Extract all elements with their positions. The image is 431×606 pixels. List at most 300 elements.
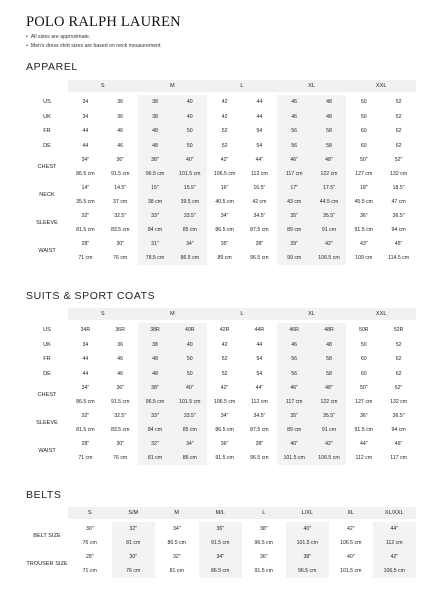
brand-logo: POLO RALPH LAUREN: [26, 14, 181, 30]
inch-value-cell: 28": [68, 237, 103, 251]
belts-size-table: [26, 507, 416, 578]
measure-row-cm: [26, 395, 416, 409]
cm-value-cell: 91.5 cm: [346, 223, 381, 237]
size-value-cell: 50: [172, 352, 207, 367]
cm-value-cell: 76 cm: [103, 451, 138, 465]
cm-value-cell: 43 cm: [277, 195, 312, 209]
cm-value-cell: 101.5 cm: [172, 167, 207, 181]
size-value-cell: 50: [172, 124, 207, 139]
cm-value-cell: 99 cm: [277, 251, 312, 265]
size-value-cell: 38: [138, 110, 173, 125]
inch-value-cell: 32": [155, 550, 199, 564]
cm-value-cell: 39.5 cm: [172, 195, 207, 209]
size-value-cell: 44: [242, 338, 277, 353]
cm-value-cell: 89 cm: [277, 423, 312, 437]
cm-value-cell: 101.5 cm: [286, 536, 330, 550]
inch-value-cell: 35": [277, 409, 312, 423]
measure-row-inches: [26, 209, 416, 223]
section-title-apparel: APPAREL: [26, 61, 78, 73]
cm-value-cell: 81.5 cm: [68, 423, 103, 437]
inch-value-cell: 38": [138, 381, 173, 395]
row-label: CHEST: [37, 392, 57, 398]
note-item: • All sizes are approximate.: [26, 33, 162, 42]
cm-value-cell: 96.5 cm: [286, 564, 330, 578]
cm-value-cell: 94 cm: [381, 423, 416, 437]
inch-value-cell: 46": [381, 437, 416, 451]
cm-value-cell: 122 cm: [312, 395, 347, 409]
section-title-belts: BELTS: [26, 489, 62, 501]
cm-value-cell: 96.5 cm: [242, 451, 277, 465]
cm-value-cell: 127 cm: [346, 167, 381, 181]
inch-value-cell: 34.5": [242, 409, 277, 423]
cm-value-cell: 112 cm: [373, 536, 417, 550]
inch-value-cell: 42": [373, 550, 417, 564]
size-value-cell: 50: [172, 367, 207, 382]
size-value-cell: 44: [68, 352, 103, 367]
size-column-header: M: [155, 507, 199, 519]
size-value-cell: 36: [103, 95, 138, 110]
size-value-cell: 62: [381, 367, 416, 382]
size-value-cell: 46: [103, 367, 138, 382]
inch-value-cell: 42": [312, 237, 347, 251]
inch-value-cell: 38": [242, 237, 277, 251]
size-value-cell: 50: [172, 139, 207, 154]
cm-value-cell: 96.5 cm: [242, 251, 277, 265]
apparel-size-table: [26, 80, 416, 265]
inch-value-cell: 34": [68, 381, 103, 395]
size-column-header: L: [242, 507, 286, 519]
size-value-cell: 62: [381, 139, 416, 154]
cm-value-cell: 86.5 cm: [68, 395, 103, 409]
cm-value-cell: 101.5 cm: [277, 451, 312, 465]
size-value-cell: 56: [277, 367, 312, 382]
cm-value-cell: 71 cm: [68, 451, 103, 465]
inch-value-cell: 36": [103, 153, 138, 167]
size-value-cell: 44: [68, 367, 103, 382]
inch-value-cell: 33.5": [172, 209, 207, 223]
cm-value-cell: 71 cm: [68, 564, 112, 578]
size-value-cell: 52R: [381, 323, 416, 338]
size-value-cell: 34: [68, 338, 103, 353]
inch-value-cell: 34.5": [242, 209, 277, 223]
size-header-row: [26, 507, 416, 519]
cm-value-cell: 94 cm: [381, 223, 416, 237]
inch-value-cell: 32.5": [103, 409, 138, 423]
inch-value-cell: 46": [277, 153, 312, 167]
size-value-cell: 42R: [207, 323, 242, 338]
measure-row-cm: [26, 223, 416, 237]
cm-value-cell: 86.5 cm: [155, 536, 199, 550]
inch-value-cell: 50": [346, 381, 381, 395]
inch-value-cell: 33.5": [172, 409, 207, 423]
row-label: BELT SIZE: [33, 533, 61, 539]
inch-value-cell: 48": [312, 381, 347, 395]
size-value-cell: 38: [138, 95, 173, 110]
size-value-cell: 52: [207, 352, 242, 367]
cm-value-cell: 112 cm: [242, 167, 277, 181]
row-label: WAIST: [38, 248, 56, 254]
inch-value-cell: 38": [242, 437, 277, 451]
inch-value-cell: 36.5": [381, 209, 416, 223]
inch-value-cell: 44": [242, 153, 277, 167]
size-value-cell: 48R: [312, 323, 347, 338]
cm-value-cell: 78.5 cm: [138, 251, 173, 265]
size-value-cell: 52: [207, 139, 242, 154]
inch-value-cell: 46": [277, 381, 312, 395]
table-row: [26, 110, 416, 125]
measure-row-cm: [26, 423, 416, 437]
inch-value-cell: 32": [138, 437, 173, 451]
measure-row-cm: [26, 167, 416, 181]
size-value-cell: 48: [312, 110, 347, 125]
size-value-cell: 40: [172, 110, 207, 125]
inch-value-cell: 40": [277, 437, 312, 451]
size-value-cell: 46: [277, 95, 312, 110]
inch-value-cell: 30": [112, 550, 156, 564]
size-column-header: M: [138, 80, 208, 92]
cm-value-cell: 106.5 cm: [329, 536, 373, 550]
cm-value-cell: 132 cm: [381, 395, 416, 409]
inch-value-cell: 42": [207, 153, 242, 167]
cm-value-cell: 45.5 cm: [346, 195, 381, 209]
size-value-cell: 42: [207, 338, 242, 353]
inch-value-cell: 14.5": [103, 181, 138, 195]
cm-value-cell: 122 cm: [312, 167, 347, 181]
size-column-header: S: [68, 507, 112, 519]
inch-value-cell: 33": [138, 409, 173, 423]
row-label: UK: [43, 341, 51, 348]
size-value-cell: 52: [381, 338, 416, 353]
size-value-cell: 54: [242, 139, 277, 154]
size-value-cell: 42: [207, 95, 242, 110]
cm-value-cell: 83.5 cm: [103, 423, 138, 437]
table-row: [26, 124, 416, 139]
size-column-header: S/M: [112, 507, 156, 519]
size-column-header: XL/XXL: [373, 507, 417, 519]
inch-value-cell: 34": [207, 409, 242, 423]
cm-value-cell: 83.5 cm: [103, 223, 138, 237]
size-column-header: XXL: [346, 308, 416, 320]
inch-value-cell: 42": [207, 381, 242, 395]
inch-value-cell: 44": [346, 437, 381, 451]
cm-value-cell: 112 cm: [346, 451, 381, 465]
size-column-header: S: [68, 80, 138, 92]
inch-value-cell: 36.5": [381, 409, 416, 423]
row-label: WAIST: [38, 448, 56, 454]
cm-value-cell: 85 cm: [172, 423, 207, 437]
cm-value-cell: 86.5 cm: [207, 423, 242, 437]
inch-value-cell: 34": [155, 522, 199, 536]
inch-value-cell: 17.5": [312, 181, 347, 195]
measure-row-inches: [26, 381, 416, 395]
row-label: NECK: [39, 192, 55, 198]
cm-value-cell: 91.5 cm: [103, 395, 138, 409]
inch-value-cell: 44": [242, 381, 277, 395]
inch-value-cell: 16": [207, 181, 242, 195]
cm-value-cell: 76 cm: [103, 251, 138, 265]
size-value-cell: 46: [277, 110, 312, 125]
measure-row-inches: [26, 522, 416, 536]
suits-size-table: [26, 308, 416, 465]
size-value-cell: 38: [138, 338, 173, 353]
cm-value-cell: 86.5 cm: [199, 564, 243, 578]
size-value-cell: 40R: [172, 323, 207, 338]
inch-value-cell: 32": [68, 409, 103, 423]
size-value-cell: 40: [172, 95, 207, 110]
inch-value-cell: 30": [103, 237, 138, 251]
size-value-cell: 34R: [68, 323, 103, 338]
cm-value-cell: 71 cm: [68, 251, 103, 265]
size-value-cell: 56: [277, 352, 312, 367]
size-value-cell: 50: [346, 95, 381, 110]
cm-value-cell: 81 cm: [138, 451, 173, 465]
inch-value-cell: 50": [346, 153, 381, 167]
inch-value-cell: 42": [329, 522, 373, 536]
cm-value-cell: 117 cm: [277, 167, 312, 181]
cm-value-cell: 81 cm: [112, 536, 156, 550]
header-blank: [26, 308, 68, 320]
inch-value-cell: 52": [381, 153, 416, 167]
size-value-cell: 56: [277, 139, 312, 154]
cm-value-cell: 109 cm: [346, 251, 381, 265]
size-value-cell: 52: [381, 110, 416, 125]
size-value-cell: 58: [312, 352, 347, 367]
size-column-header: L/XL: [286, 507, 330, 519]
inch-value-cell: 48": [312, 153, 347, 167]
cm-value-cell: 106.5 cm: [373, 564, 417, 578]
size-value-cell: 60: [346, 352, 381, 367]
row-label: DE: [43, 142, 51, 149]
inch-value-cell: 18.5": [381, 181, 416, 195]
size-value-cell: 34: [68, 95, 103, 110]
cm-value-cell: 106.5 cm: [312, 251, 347, 265]
inch-value-cell: 39": [277, 237, 312, 251]
cm-value-cell: 81 cm: [155, 564, 199, 578]
table-row: [26, 352, 416, 367]
size-value-cell: 44: [242, 95, 277, 110]
size-value-cell: 44: [68, 124, 103, 139]
cm-value-cell: 114.5 cm: [381, 251, 416, 265]
cm-value-cell: 86.5 cm: [68, 167, 103, 181]
cm-value-cell: 84 cm: [138, 223, 173, 237]
size-column-header: XL: [277, 80, 347, 92]
cm-value-cell: 87.5 cm: [242, 423, 277, 437]
cm-value-cell: 112 cm: [242, 395, 277, 409]
size-value-cell: 36R: [103, 323, 138, 338]
inch-value-cell: 38": [286, 550, 330, 564]
measure-row-cm: [26, 564, 416, 578]
cm-value-cell: 132 cm: [381, 167, 416, 181]
cm-value-cell: 35.5 cm: [68, 195, 103, 209]
size-value-cell: 44: [68, 139, 103, 154]
inch-value-cell: 40": [286, 522, 330, 536]
size-column-header: S: [68, 308, 138, 320]
inch-value-cell: 34": [68, 153, 103, 167]
measure-row-inches: [26, 437, 416, 451]
measure-row-inches: [26, 237, 416, 251]
cm-value-cell: 91.5 cm: [103, 167, 138, 181]
table-row: [26, 367, 416, 382]
size-header-row: [26, 80, 416, 92]
size-column-header: M/L: [199, 507, 243, 519]
size-value-cell: 52: [381, 95, 416, 110]
inch-value-cell: 35": [207, 237, 242, 251]
table-row: [26, 323, 416, 338]
header-blank: [26, 507, 68, 519]
cm-value-cell: 84 cm: [138, 423, 173, 437]
size-value-cell: 38R: [138, 323, 173, 338]
size-value-cell: 60: [346, 367, 381, 382]
inch-value-cell: 34": [172, 437, 207, 451]
measure-row-cm: [26, 195, 416, 209]
size-value-cell: 50: [346, 110, 381, 125]
row-label: CHEST: [37, 164, 57, 170]
size-value-cell: 50: [346, 338, 381, 353]
measure-row-inches: [26, 181, 416, 195]
cm-value-cell: 87.5 cm: [242, 223, 277, 237]
size-column-header: L: [207, 308, 277, 320]
size-value-cell: 40: [172, 338, 207, 353]
inch-value-cell: 40": [172, 381, 207, 395]
inch-value-cell: 28": [68, 550, 112, 564]
inch-value-cell: 32": [68, 209, 103, 223]
size-header-row: [26, 308, 416, 320]
header-blank: [26, 80, 68, 92]
size-value-cell: 48: [312, 338, 347, 353]
table-row: [26, 139, 416, 154]
inch-value-cell: 33": [138, 209, 173, 223]
note-item: • Men's dress shirt sizes are based on neck measurement.: [26, 42, 162, 51]
size-value-cell: 54: [242, 352, 277, 367]
size-value-cell: 58: [312, 124, 347, 139]
cm-value-cell: 91.5 cm: [207, 451, 242, 465]
size-value-cell: 48: [138, 124, 173, 139]
measure-row-inches: [26, 153, 416, 167]
cm-value-cell: 101.5 cm: [329, 564, 373, 578]
cm-value-cell: 42 cm: [242, 195, 277, 209]
measure-row-cm: [26, 536, 416, 550]
size-column-header: L: [207, 80, 277, 92]
cm-value-cell: 85 cm: [172, 223, 207, 237]
size-value-cell: 54: [242, 367, 277, 382]
size-value-cell: 52: [207, 124, 242, 139]
inch-value-cell: 34": [199, 550, 243, 564]
inch-value-cell: 15.5": [172, 181, 207, 195]
measure-row-cm: [26, 251, 416, 265]
cm-value-cell: 117 cm: [277, 395, 312, 409]
size-value-cell: 36: [103, 110, 138, 125]
inch-value-cell: 36": [242, 550, 286, 564]
inch-value-cell: 16.5": [242, 181, 277, 195]
inch-value-cell: 15": [138, 181, 173, 195]
size-value-cell: 36: [103, 338, 138, 353]
inch-value-cell: 38": [138, 153, 173, 167]
cm-value-cell: 91 cm: [312, 423, 347, 437]
size-value-cell: 56: [277, 124, 312, 139]
size-value-cell: 46R: [277, 323, 312, 338]
inch-value-cell: 36": [346, 409, 381, 423]
cm-value-cell: 44.5 cm: [312, 195, 347, 209]
cm-value-cell: 127 cm: [346, 395, 381, 409]
size-value-cell: 42: [207, 110, 242, 125]
inch-value-cell: 32": [112, 522, 156, 536]
size-value-cell: 58: [312, 367, 347, 382]
row-label: FR: [43, 128, 51, 135]
inch-value-cell: 42": [312, 437, 347, 451]
size-value-cell: 46: [277, 338, 312, 353]
size-value-cell: 60: [346, 139, 381, 154]
row-label: UK: [43, 113, 51, 120]
section-title-suits: SUITS & SPORT COATS: [26, 290, 156, 302]
inch-value-cell: 36": [199, 522, 243, 536]
inch-value-cell: 14": [68, 181, 103, 195]
notes: [26, 33, 162, 51]
size-value-cell: 48: [312, 95, 347, 110]
row-label: SLEEVE: [36, 220, 58, 226]
inch-value-cell: 44": [373, 522, 417, 536]
size-column-header: XXL: [346, 80, 416, 92]
inch-value-cell: 35": [277, 209, 312, 223]
cm-value-cell: 96.5 cm: [242, 536, 286, 550]
size-value-cell: 44: [242, 110, 277, 125]
cm-value-cell: 47 cm: [381, 195, 416, 209]
inch-value-cell: 30": [68, 522, 112, 536]
size-value-cell: 54: [242, 124, 277, 139]
cm-value-cell: 86.5 cm: [172, 251, 207, 265]
size-value-cell: 50R: [346, 323, 381, 338]
inch-value-cell: 38": [242, 522, 286, 536]
size-value-cell: 34: [68, 110, 103, 125]
size-value-cell: 58: [312, 139, 347, 154]
inch-value-cell: 31": [138, 237, 173, 251]
row-label: US: [43, 99, 51, 106]
inch-value-cell: 30": [103, 437, 138, 451]
cm-value-cell: 76 cm: [68, 536, 112, 550]
cm-value-cell: 96.5 cm: [138, 395, 173, 409]
cm-value-cell: 101.5 cm: [172, 395, 207, 409]
row-label: TROUSER SIZE: [26, 561, 68, 567]
inch-value-cell: 40": [172, 153, 207, 167]
inch-value-cell: 35.5": [312, 209, 347, 223]
table-row: [26, 95, 416, 110]
size-value-cell: 48: [138, 367, 173, 382]
inch-value-cell: 43": [346, 237, 381, 251]
measure-row-inches: [26, 409, 416, 423]
row-label: SLEEVE: [36, 420, 58, 426]
cm-value-cell: 117 cm: [381, 451, 416, 465]
cm-value-cell: 86.5 cm: [207, 223, 242, 237]
size-value-cell: 60: [346, 124, 381, 139]
inch-value-cell: 36": [207, 437, 242, 451]
inch-value-cell: 18": [346, 181, 381, 195]
measure-row-cm: [26, 451, 416, 465]
cm-value-cell: 86 cm: [172, 451, 207, 465]
inch-value-cell: 17": [277, 181, 312, 195]
size-value-cell: 62: [381, 124, 416, 139]
cm-value-cell: 38 cm: [138, 195, 173, 209]
row-label: FR: [43, 356, 51, 363]
size-value-cell: 44R: [242, 323, 277, 338]
size-column-header: XL: [329, 507, 373, 519]
measure-row-inches: [26, 550, 416, 564]
inch-value-cell: 28": [68, 437, 103, 451]
table-row: [26, 338, 416, 353]
size-column-header: XL: [277, 308, 347, 320]
inch-value-cell: 40": [329, 550, 373, 564]
size-value-cell: 46: [103, 124, 138, 139]
inch-value-cell: 36": [103, 381, 138, 395]
size-value-cell: 46: [103, 352, 138, 367]
